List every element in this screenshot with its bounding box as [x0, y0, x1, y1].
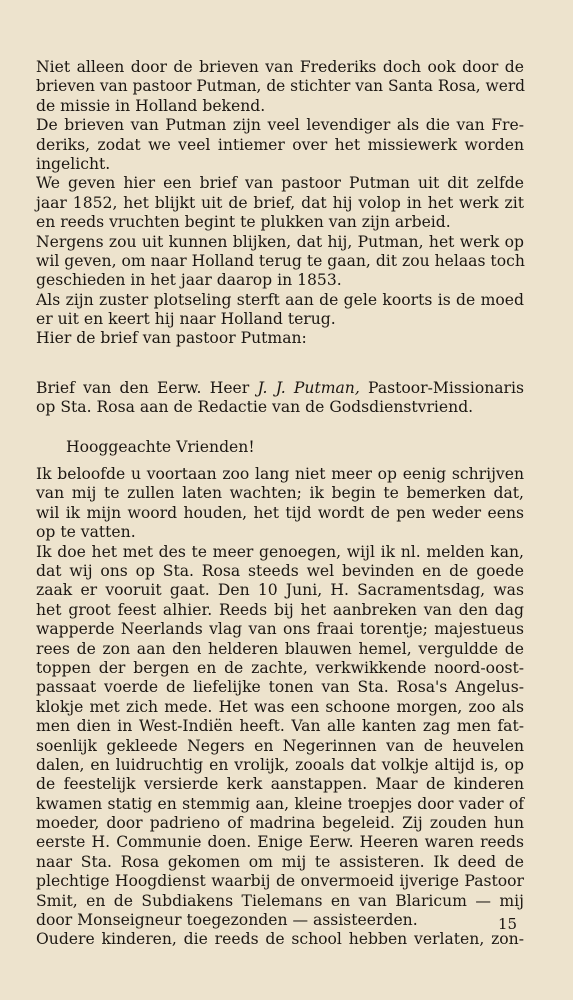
letter-text — [36, 465, 524, 950]
text-line: rees de zon aan den helderen blauwen hemel, verguldde de — [36, 639, 524, 658]
text-line: wil geven, om naar Holland terug te gaan, dit zou helaas toch — [36, 251, 525, 270]
text-line: wil ik mijn woord houden, het tijd wordt de pen weder eens — [36, 503, 524, 522]
text-line: We geven hier een brief van pastoor Putman uit dit zelfde — [36, 174, 524, 193]
text-line: deriks, zodat we veel intiemer over het missiewerk worden — [36, 135, 524, 154]
heading-text: Brief van den Eerw. Heer — [36, 378, 258, 397]
text-line: van mij te zullen laten wachten; ik begin te bemerken dat, — [36, 484, 524, 503]
text-line: eerste H. Communie doen. Enige Eerw. Heeren waren reeds — [36, 833, 524, 852]
text-line: zaak er vooruit gaat. Den 10 Juni, H. Sacramentsdag, was — [36, 581, 524, 600]
heading-text: Pastoor-Missionaris — [359, 378, 524, 397]
text-line: brieven van pastoor Putman, de stichter van Santa Rosa, werd — [36, 77, 526, 96]
text-line: soenlijk gekleede Negers en Negerinnen van de heuvelen — [36, 736, 524, 755]
text-line: Ik doe het met des te meer genoegen, wijl ik nl. melden kan, — [36, 542, 524, 561]
text-line: dalen, en luidruchtig en vrolijk, zooals dat volkje altijd is, op — [36, 755, 524, 774]
intro-text — [36, 58, 524, 349]
text-line: door Monseigneur toegezonden — assisteerden. — [36, 911, 418, 930]
text-line: Nergens zou uit kunnen blijken, dat hij, Putman, het werk op — [36, 232, 524, 251]
text-line: kwamen statig en stemmig aan, kleine troepjes door vader of — [36, 794, 524, 813]
text-line: men dien in West-Indiën heeft. Van alle kanten zag men fat- — [36, 717, 524, 736]
heading-author-name: J. J. Putman, — [257, 378, 360, 397]
text-line: er uit en keert hij naar Holland terug. — [36, 310, 336, 329]
text-line: Oudere kinderen, die reeds de school hebben verlaten, zon- — [36, 930, 524, 949]
text-line: dat wij ons op Sta. Rosa steeds wel bevinden en de goede — [36, 561, 524, 580]
text-line: op te vatten. — [36, 523, 136, 542]
heading-line — [36, 379, 524, 398]
page-body — [36, 58, 524, 950]
text-line: De brieven van Putman zijn veel levendiger als die van Fre- — [36, 116, 524, 135]
text-line: de missie in Holland bekend. — [36, 96, 266, 115]
text-line: Hier de brief van pastoor Putman: — [36, 329, 307, 348]
text-line: de feestelijk versierde kerk aanstappen. Maar de kinderen — [36, 775, 524, 794]
text-line: passaat voerde de liefelijke tonen van Sta. Rosa's Angelus- — [36, 678, 524, 697]
salutation: Hooggeachte Vrienden! — [66, 437, 255, 456]
section-gap — [36, 349, 524, 379]
text-line: wapperde Neerlands vlag van ons fraai torentje; majestueus — [36, 620, 524, 639]
text-line: en reeds vruchten begint te plukken van zijn arbeid. — [36, 213, 451, 232]
heading-line: op Sta. Rosa aan de Redactie van de Godsdienstvriend. — [36, 398, 474, 417]
section-gap — [36, 418, 524, 438]
text-line: geschieden in het jaar daarop in 1853. — [36, 271, 342, 290]
text-line: toppen der bergen en de zachte, verkwikkende noord-oost- — [36, 658, 524, 677]
text-line: plechtige Hoogdienst waarbij de onvermoeid ijverige Pastoor — [36, 872, 524, 891]
text-line: naar Sta. Rosa gekomen om mij te assisteren. Ik deed de — [36, 852, 524, 871]
section-gap — [36, 457, 524, 465]
text-line: Smit, en de Subdiakens Tielemans en van Blaricum — mij — [36, 891, 524, 910]
text-line: klokje met zich mede. Het was een schoone morgen, zoo als — [36, 697, 524, 716]
text-line: Als zijn zuster plotseling sterft aan de gele koorts is de moed — [36, 290, 524, 309]
text-line: Ik beloofde u voortaan zoo lang niet meer op eenig schrijven — [36, 465, 524, 484]
text-line: het groot feest alhier. Reeds bij het aanbreken van den dag — [36, 600, 524, 619]
page-number: 15 — [498, 915, 518, 933]
text-line: moeder, door padrieno of madrina begeleid. Zij zouden hun — [36, 814, 524, 833]
text-line: ingelicht. — [36, 154, 111, 173]
text-line: jaar 1852, het blijkt uit de brief, dat hij volop in het werk zit — [36, 193, 524, 212]
text-line: Niet alleen door de brieven van Frederiks doch ook door de — [36, 58, 524, 76]
letter-heading — [36, 379, 524, 418]
